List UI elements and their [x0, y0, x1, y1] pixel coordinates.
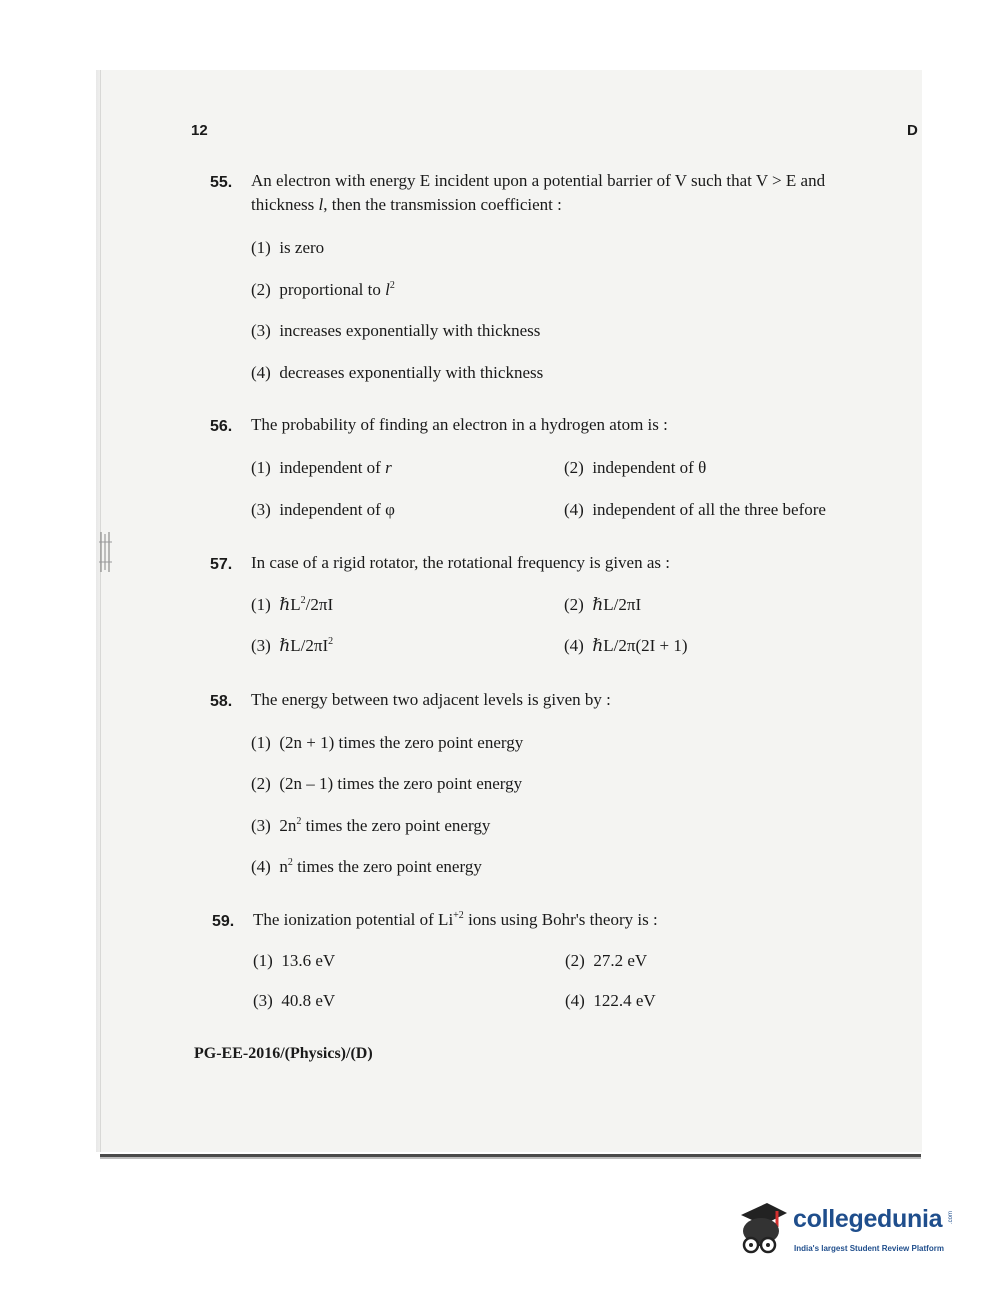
option-57-3: (3) $\hbar L/2\pi I^2$ [251, 636, 334, 655]
option-58-4: (4) $n^2$ times the zero point energy [251, 857, 482, 876]
exam-page [100, 70, 922, 1152]
option-55-3: (3) increases exponentially with thickness [251, 321, 541, 340]
question-57-text: In case of a rigid rotator, the rotational frequency is given as : [251, 553, 670, 572]
option-56-2: (2) independent of θ [564, 458, 707, 477]
question-55-text: An electron with energy E incident upon a potential barrier of V such that V > E and [251, 171, 826, 190]
binder-mark [98, 528, 114, 576]
brand-tagline: India's largest Student Review Platform [794, 1244, 944, 1253]
page-number: 12 [191, 122, 208, 139]
question-58-text: The energy between two adjacent levels is given by : [251, 690, 611, 709]
brand-suffix: .com [948, 1211, 954, 1225]
question-56-text: The probability of finding an electron in a hydrogen atom is : [251, 415, 668, 434]
question-55-number: 55. [210, 174, 233, 191]
option-55-4: (4) decreases exponentially with thickness [251, 363, 544, 382]
option-59-1: (1) 13.6 eV [253, 951, 336, 970]
question-55-text-line2: thickness l, then the transmission coefficient : [251, 195, 562, 214]
option-56-1: (1) independent of r [251, 458, 392, 477]
question-59-text: The ionization potential of $Li^{+2}$ ions using Bohr's theory is : [253, 910, 658, 929]
option-59-4: (4) 122.4 eV [565, 991, 656, 1010]
option-57-4: (4) ℏL/2π(2I + 1) [564, 636, 688, 655]
question-59-number: 59. [212, 913, 235, 930]
option-59-3: (3) 40.8 eV [253, 991, 336, 1010]
collegedunia-logo [737, 1197, 967, 1267]
option-58-2: (2) (2n – 1) times the zero point energy [251, 774, 523, 793]
question-57-number: 57. [210, 556, 233, 573]
question-58-number: 58. [210, 693, 233, 710]
set-code: D [907, 122, 918, 139]
option-58-1: (1) (2n + 1) times the zero point energy [251, 733, 524, 752]
brand-name: collegedunia [793, 1205, 943, 1233]
option-57-1: (1) ℏL$^2$/2πI [251, 595, 334, 614]
option-57-2: (2) ℏL/2πI [564, 595, 642, 614]
page-bottom-edge [100, 1140, 921, 1157]
option-59-2: (2) 27.2 eV [565, 951, 648, 970]
option-56-3: (3) independent of φ [251, 500, 395, 519]
option-56-4: (4) independent of all the three before [564, 500, 826, 519]
paper-code-footer: PG-EE-2016/(Physics)/(D) [194, 1045, 373, 1062]
mascot-icon [737, 1201, 789, 1257]
option-55-1: (1) is zero [251, 238, 325, 257]
question-56-number: 56. [210, 418, 233, 435]
option-58-3: (3) $2n^2$ times the zero point energy [251, 816, 491, 835]
option-55-2: (2) proportional to $l^2$ [251, 280, 395, 299]
